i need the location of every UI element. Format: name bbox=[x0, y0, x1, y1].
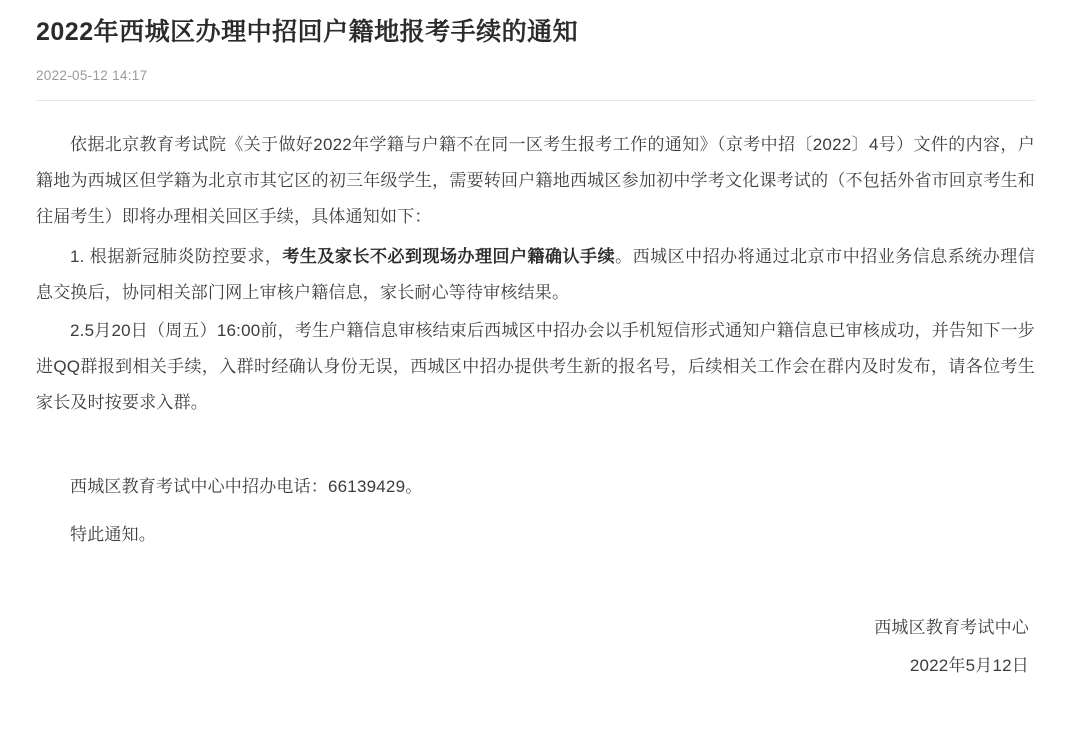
publish-timestamp: 2022-05-12 14:17 bbox=[36, 67, 148, 83]
item-1-tail: 。西城区中招办将通过北京市中招业务信息系统办理信息交换后，协同相关部门网上审核户籍信息，家长耐心等待审核结果。 bbox=[36, 246, 1035, 302]
page-title: 2022年西城区办理中招回户籍地报考手续的通知 bbox=[36, 18, 579, 46]
paragraph-intro: 依据北京教育考试院《关于做好2022年学籍与户籍不在同一区考生报考工作的通知》（京考中招〔2022〕4号）文件的内容，户籍地为西城区但学籍为北京市其它区的初三年级学生，需要转回户籍地西城区参加初中学考文化课考试的（不包括外省市回京考生和往届考生）即将办理相关回区手续，具体通知如下： bbox=[36, 134, 1035, 226]
item-1-emphasis: 考生及家长不必到现场办理回户籍确认手续 bbox=[282, 246, 616, 266]
signature-organization: 西城区教育考试中心 bbox=[874, 617, 1029, 637]
header-divider bbox=[36, 100, 1035, 101]
contact-line: 西城区教育考试中心中招办电话：66139429。 bbox=[70, 476, 423, 496]
document-body bbox=[36, 127, 1035, 685]
paragraph-item-1 bbox=[36, 239, 1035, 311]
signature-date: 2022年5月12日 bbox=[909, 655, 1029, 675]
closing-line: 特此通知。 bbox=[70, 524, 156, 544]
paragraph-item-2: 2.5月20日（周五）16:00前，考生户籍信息审核结束后西城区中招办会以手机短信形式通知户籍信息已审核成功，并告知下一步进QQ群报到相关手续，入群时经确认身份无误，西城区中招办提供考生新的报名号，后续相关工作会在群内及时发布，请各位考生家长及时按要求入群。 bbox=[36, 320, 1035, 412]
body-spacer bbox=[36, 425, 1035, 469]
item-1-lead: 1. 根据新冠肺炎防控要求， bbox=[70, 246, 283, 266]
signature-block bbox=[36, 609, 1035, 685]
